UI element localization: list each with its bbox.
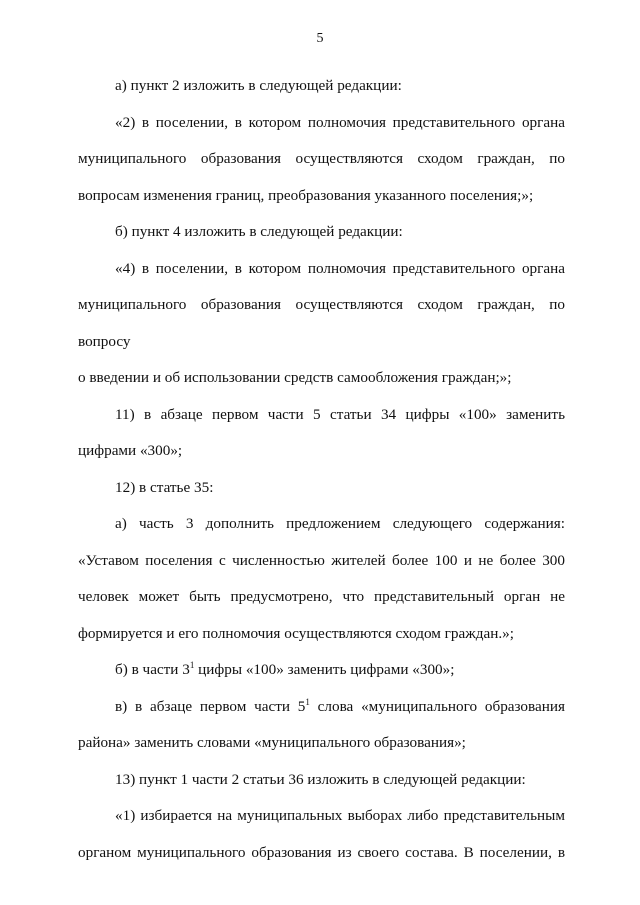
paragraph-amendment-b-point-4: б) пункт 4 изложить в следующей редакции:	[115, 223, 403, 240]
paragraph-amendment-a-point-2: а) пункт 2 изложить в следующей редакции:	[115, 77, 402, 94]
paragraph-item-12-v	[78, 689, 565, 762]
text-line: цифрами «300»;	[78, 442, 183, 459]
text-line: о введении и об использовании средств самообложения граждан;»;	[78, 369, 512, 386]
text-line: района» заменить словами «муниципального образования»;	[78, 734, 466, 751]
text-line: вопросам изменения границ, преобразования указанного поселения;»;	[78, 186, 534, 204]
text-line: «1) избирается на муниципальных выборах либо представительным	[115, 807, 565, 824]
text-line: «2) в поселении, в котором полномочия представительного органа	[115, 113, 565, 131]
text-line: а) часть 3 дополнить предложением следующего содержания:	[115, 515, 565, 532]
paragraph-item-11	[78, 397, 565, 470]
paragraph-item-12-b	[78, 652, 565, 689]
paragraph-item-13: 13) пункт 1 части 2 статьи 36 изложить в следующей редакции:	[115, 770, 526, 788]
text-line: «4) в поселении, в котором полномочия представительного органа	[115, 259, 565, 277]
paragraph-point-2-text	[78, 105, 565, 215]
paragraph-item-13-quote	[78, 798, 565, 871]
text-line: муниципального образования осуществляются сходом граждан, по	[78, 150, 565, 167]
text-line: 11) в абзаце первом части 5 статьи 34 цифры «100» заменить	[115, 405, 565, 423]
text-line: формируется и его полномочия осуществляются сходом граждан.»;	[78, 624, 514, 642]
text-segment: в) в абзаце первом части 5	[115, 697, 306, 715]
text-line: человек может быть предусмотрено, что представительный орган не	[78, 588, 565, 605]
superscript: 1	[305, 696, 310, 707]
page-number: 5	[316, 31, 324, 46]
text-line: «Уставом поселения с численностью жителей более 100 и не более 300	[78, 551, 565, 569]
text-line: органом муниципального образования из своего состава. В поселении, в	[78, 843, 565, 861]
superscript: 1	[189, 660, 195, 670]
paragraph-item-12: 12) в статье 35:	[115, 478, 214, 496]
paragraph-item-12-a	[78, 506, 565, 652]
text-line: муниципального образования осуществляются сходом граждан, по вопросу	[78, 296, 565, 350]
text-segment: б) в части 3	[115, 661, 190, 678]
text-segment: цифры «100» заменить цифрами «300»;	[194, 661, 455, 678]
text-line	[78, 689, 565, 726]
document-body	[78, 68, 565, 871]
paragraph-point-4-text	[78, 251, 565, 397]
text-segment: слова «муниципального образования	[309, 697, 565, 715]
